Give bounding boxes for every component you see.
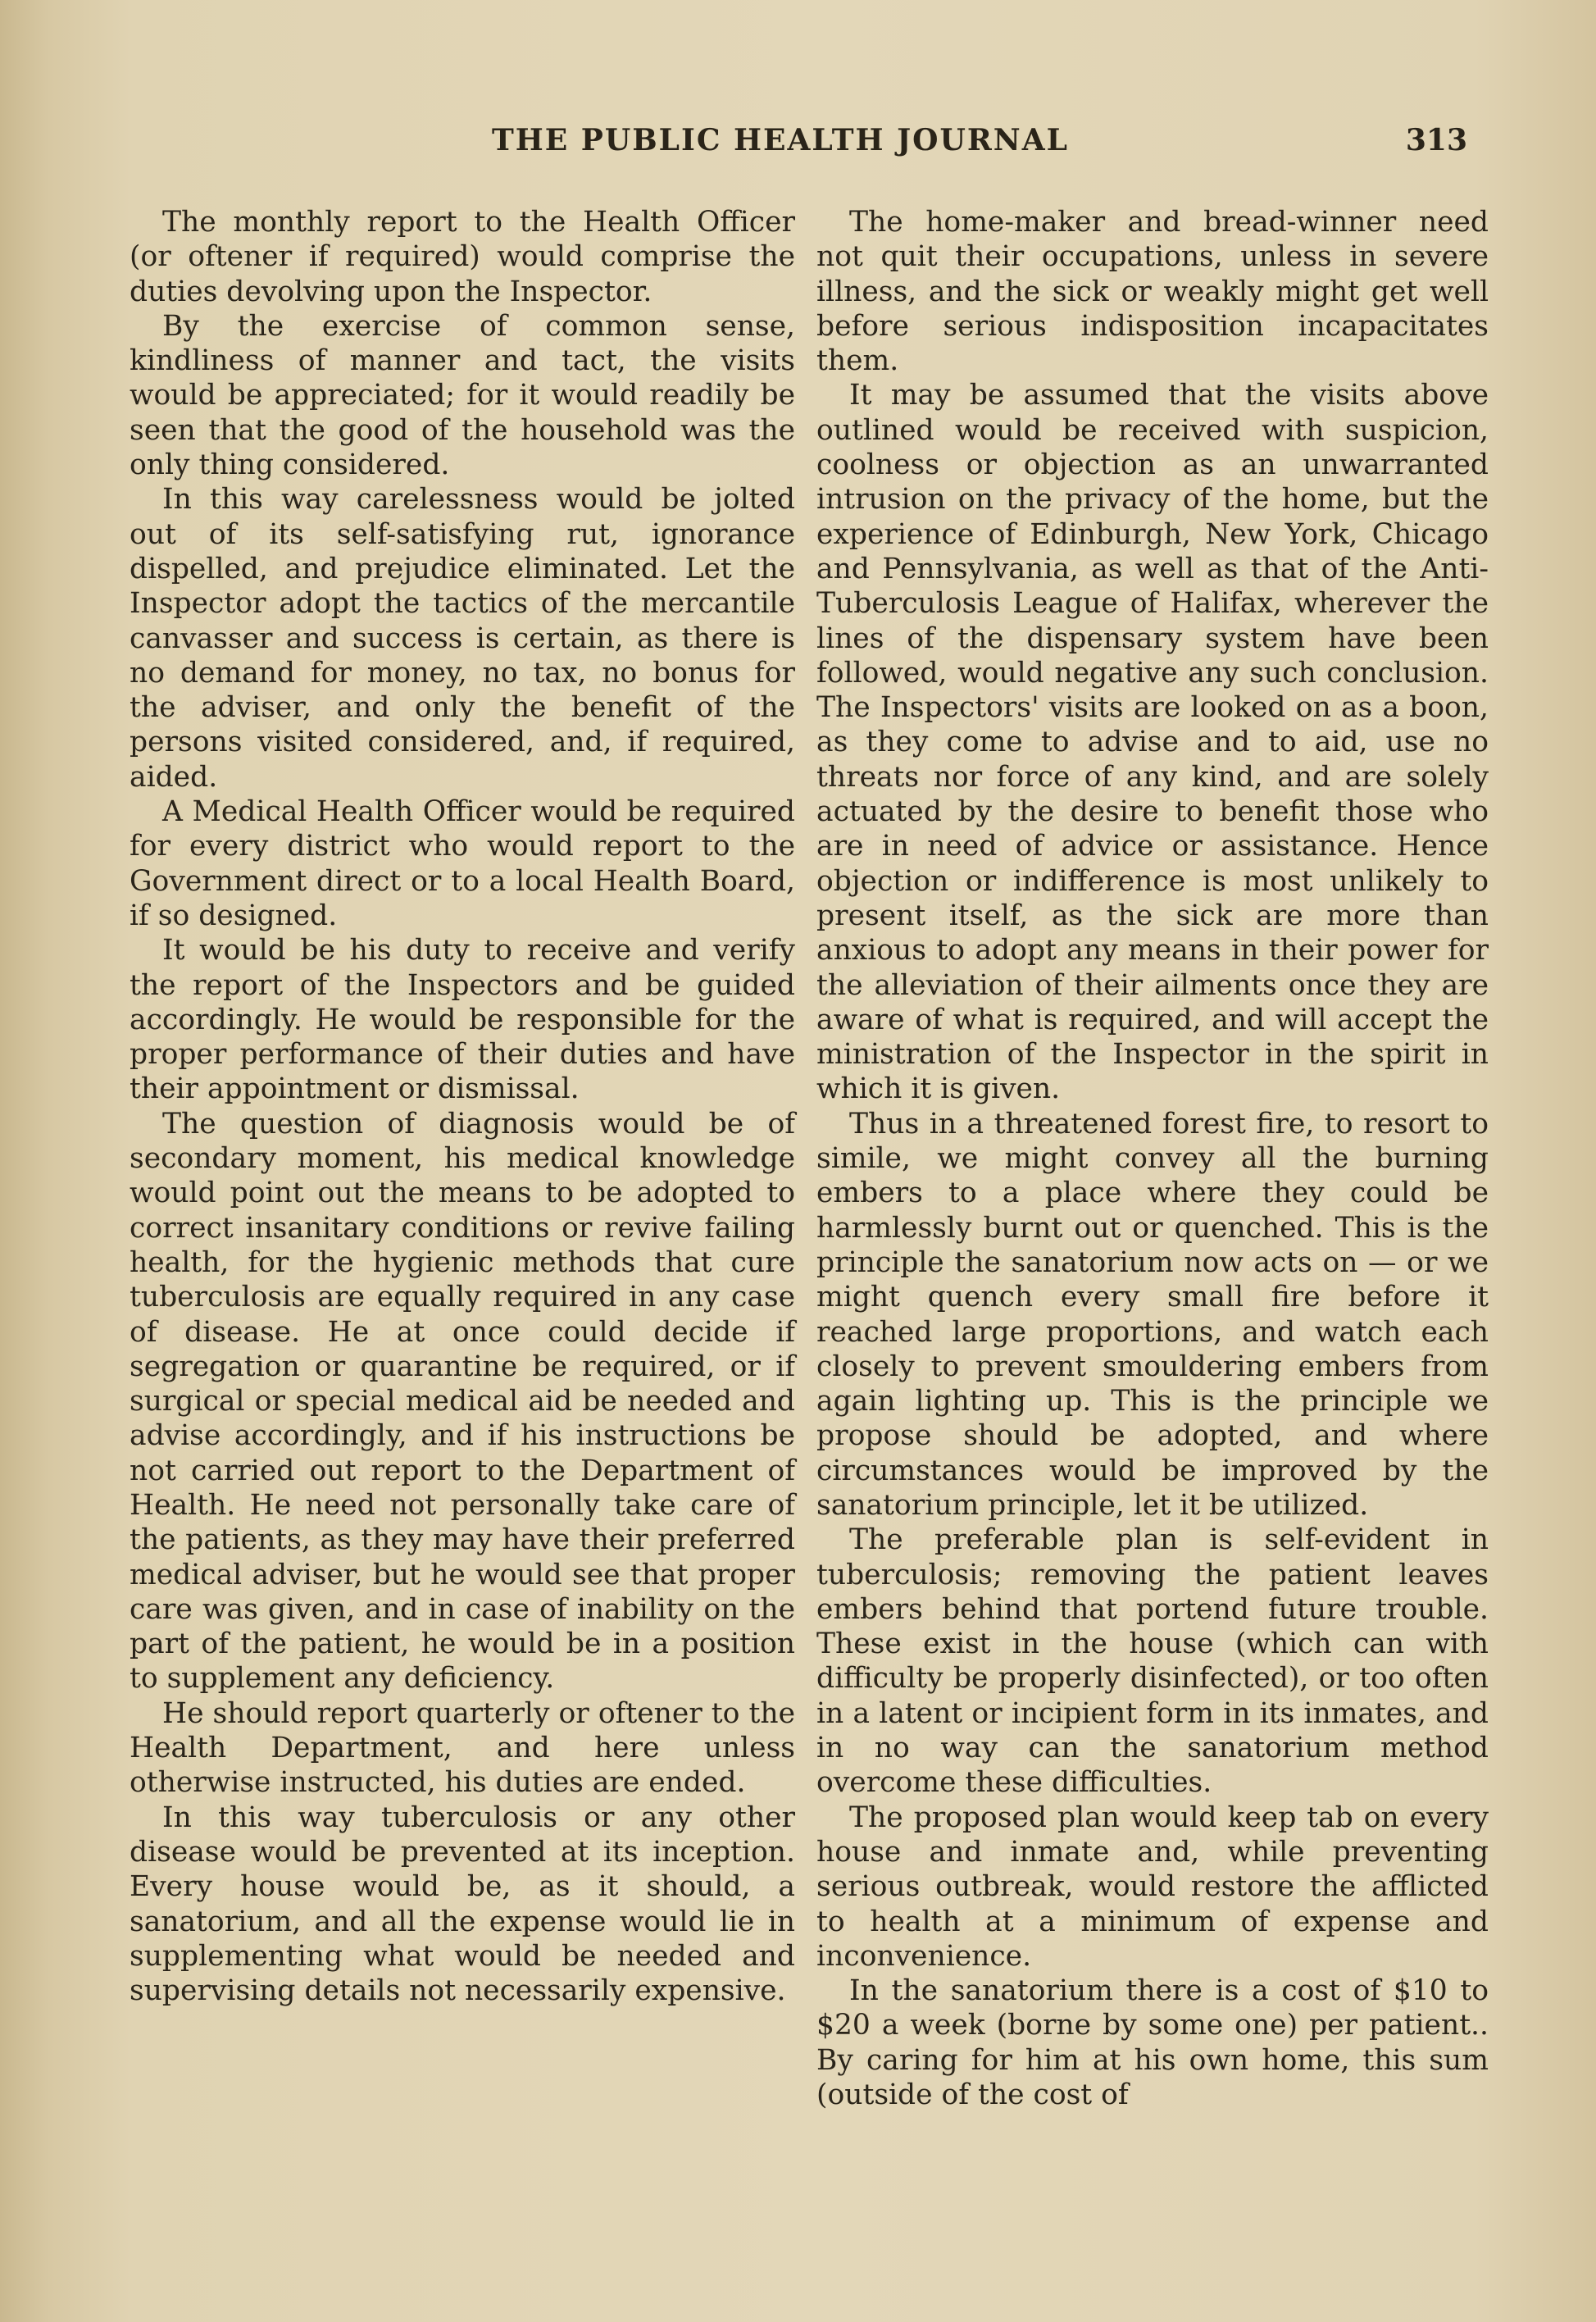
left-column — [130, 205, 795, 2008]
paragraph: He should report quarterly or oftener to the Health Department, and here unless otherwise instructed, his duties are ended. — [130, 1696, 795, 1800]
right-column — [816, 205, 1489, 2112]
paragraph: The preferable plan is self-evident in tuberculosis; removing the patient leaves embers behind that portend future trouble. These exist in the house (which can with difficulty be properly disinfected), or too often in a latent or incipient form in its inmates, and in no way can the sanatorium method overcome these difficulties. — [816, 1523, 1489, 1800]
running-header — [484, 123, 1467, 164]
page-number: 313 — [1405, 123, 1467, 157]
paragraph: In this way carelessness would be jolted out of its self-satisfying rut, ignorance dispelled, and prejudice eliminated. Let the Inspector adopt the tactics of the mercantile canvasser and success is certain, as there is no demand for money, no tax, no bonus for the adviser, and only the benefit of the persons visited considered, and, if required, aided. — [130, 483, 795, 794]
paragraph: In this way tuberculosis or any other disease would be prevented at its inception. Every house would be, as it should, a sanatorium, and all the expense would lie in supplementing what would be needed and supervising details not necessarily expensive. — [130, 1801, 795, 2008]
paragraph: The home-maker and bread-winner need not quit their occupations, unless in severe illness, and the sick or weakly might get well before serious indisposition incapacitates them. — [816, 206, 1489, 378]
paragraph: It may be assumed that the visits above outlined would be received with suspicion, coolness or objection as an unwarranted intrusion on the privacy of the home, but the experience of Edinburgh, New York, Chicago and Pennsylvania, as well as that of the Anti-Tuberculosis League of Halifax, wherever the lines of the dispensary system have been followed, would negative any such conclusion. The Inspectors' visits are looked on as a boon, as they come to advise and to aid, use no threats nor force of any kind, and are solely actuated by the desire to benefit those who are in need of advice or assistance. Hence objection or indifference is most unlikely to present itself, as the sick are more than anxious to adopt any means in their power for the alleviation of their ailments once they are aware of what is required, and will accept the ministration of the Inspector in the spirit in which it is given. — [816, 379, 1489, 1106]
paragraph: It would be his duty to receive and verify the report of the Inspectors and be guided accordingly. He would be responsible for the proper performance of their duties and have their appointment or dismissal. — [130, 934, 795, 1106]
journal-title: THE PUBLIC HEALTH JOURNAL — [492, 123, 1069, 157]
paragraph: The question of diagnosis would be of secondary moment, his medical knowledge would point out the means to be adopted to correct insanitary conditions or revive failing health, for the hygienic methods that cure tuberculosis are equally required in any case of disease. He at once could decide if segregation or quarantine be required, or if surgical or special medical aid be needed and advise accordingly, and if his instructions be not carried out report to the Department of Health. He need not personally take care of the patients, as they may have their preferred medical adviser, but he would see that proper care was given, and in case of inability on the part of the patient, he would be in a position to supplement any deficiency. — [130, 1107, 795, 1696]
paragraph: A Medical Health Officer would be required for every district who would report to the Government direct or to a local Health Board, if so designed. — [130, 795, 795, 932]
paragraph: The proposed plan would keep tab on every house and inmate and, while preventing serious outbreak, would restore the afflicted to health at a minimum of expense and inconvenience. — [816, 1801, 1489, 1973]
paragraph: In the sanatorium there is a cost of $10 to $20 a week (borne by some one) per patient.. By caring for him at his own home, this sum (outside of the cost of — [816, 1974, 1489, 2112]
paragraph: Thus in a threatened forest fire, to resort to simile, we might convey all the burning embers to a place where they could be harmlessly burnt out or quenched. This is the principle the sanatorium now acts on — or we might quench every small fire before it reached large proportions, and watch each closely to prevent smouldering embers from again lighting up. This is the principle we propose should be adopted, and where circumstances would be improved by the sanatorium principle, let it be utilized. — [816, 1107, 1489, 1522]
paragraph: By the exercise of common sense, kindliness of manner and tact, the visits would be appreciated; for it would readily be seen that the good of the household was the only thing considered. — [130, 309, 795, 482]
paragraph: The monthly report to the Health Officer (or oftener if required) would comprise the duties devolving upon the Inspector. — [130, 206, 795, 308]
